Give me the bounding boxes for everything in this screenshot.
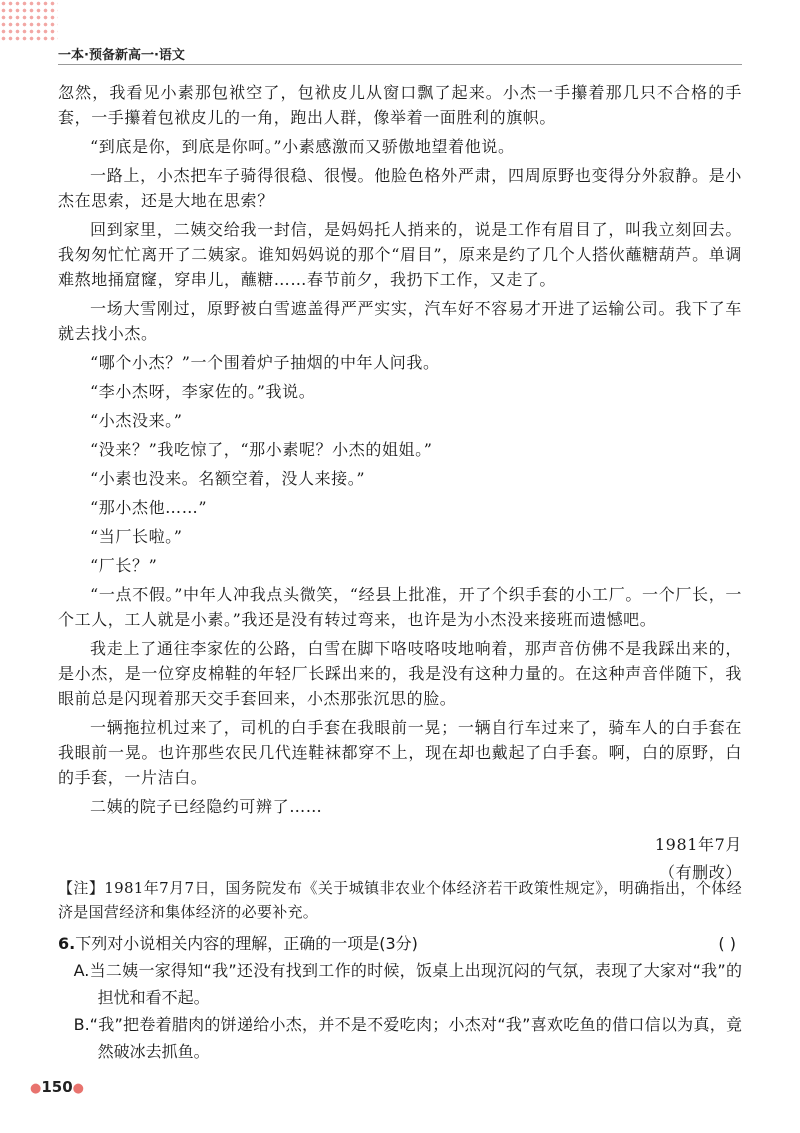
question-6 [58, 930, 742, 1065]
story-paragraph: 一路上，小杰把车子骑得很稳、很慢。他脸色格外严肃，四周原野也变得分外寂静。是小杰在思索，还是大地在思索？ [58, 166, 742, 210]
question-text: 下列对小说相关内容的理解，正确的一项是(3分) [75, 934, 418, 953]
answer-blank: ( ) [718, 934, 736, 953]
story-paragraph: 二姨的院子已经隐约可辨了…… [90, 797, 323, 816]
story-text [58, 80, 742, 887]
page-number-value: 150 [41, 1078, 73, 1096]
story-paragraph: “小素也没来。名额空着，没人来接。” [90, 469, 366, 488]
bullet-icon: ● [72, 1081, 84, 1096]
story-paragraph: “那小杰他……” [90, 498, 208, 517]
option-b: B.“我”把卷着腊肉的饼递给小杰，并不是不爱吃肉；小杰对“我”喜欢吃鱼的借口信以为真，竟然破冰去抓鱼。 [73, 1015, 742, 1061]
footnote: 【注】1981年7月7日，国务院发布《关于城镇非农业个体经济若干政策性规定》，明确指出，个体经济是国营经济和集体经济的必要补充。 [58, 879, 742, 921]
story-paragraph: 回到家里，二姨交给我一封信，是妈妈托人捎来的，说是工作有眉目了，叫我立刻回去。我匆匆忙忙离开了二姨家。谁知妈妈说的那个“眉目”，原来是约了几个人搭伙蘸糖葫芦。单调难熬地捅窟窿，穿串儿，蘸糖……春节前夕，我扔下工作，又走了。 [58, 220, 742, 289]
story-paragraph: “当厂长啦。” [90, 527, 183, 546]
story-paragraph: “一点不假。”中年人冲我点头微笑，“经县上批准，开了个织手套的小工厂。一个厂长，一个工人，工人就是小素。”我还是没有转过弯来，也许是为小杰没来接班而遗憾吧。 [58, 585, 742, 629]
story-date: 1981年7月 [654, 835, 742, 854]
story-paragraph: “小杰没来。” [90, 411, 183, 430]
question-stem-row [58, 930, 742, 957]
question-stem [58, 930, 418, 957]
story-paragraph: “哪个小杰？”一个围着炉子抽烟的中年人问我。 [90, 353, 440, 372]
story-paragraph: 我走上了通往李家佐的公路，白雪在脚下咯吱咯吱地响着，那声音仿佛不是我踩出来的，是小杰，是一位穿皮棉鞋的年轻厂长踩出来的，我是没有这种力量的。在这种声音伴随下，我眼前总是闪现着那天交手套回来，小杰那张沉思的脸。 [58, 639, 742, 708]
story-paragraph: “到底是你，到底是你呵。”小素感激而又骄傲地望着他说。 [90, 137, 515, 156]
story-paragraph: “李小杰呀，李家佐的。”我说。 [90, 382, 316, 401]
header-rule [58, 64, 742, 65]
option-a: A.当二姨一家得知“我”还没有找到工作的时候，饭桌上出现沉闷的气氛，表现了大家对“我”的担忧和看不起。 [73, 961, 742, 1007]
running-head: 一本·预备新高一·语文 [58, 48, 185, 63]
bullet-icon: ● [30, 1081, 42, 1096]
story-paragraph: 忽然，我看见小素那包袱空了，包袱皮儿从窗口飘了起来。小杰一手攥着那几只不合格的手套，一手攥着包袱皮儿的一角，跑出人群，像举着一面胜利的旗帜。 [58, 83, 742, 127]
story-paragraph: 一场大雪刚过，原野被白雪遮盖得严严实实，汽车好不容易才开进了运输公司。我下了车就去找小杰。 [58, 299, 742, 343]
story-paragraph: “没来？”我吃惊了，“那小素呢？小杰的姐姐。” [90, 440, 433, 459]
story-paragraph: “厂长？” [90, 556, 158, 575]
page-number [30, 1078, 84, 1096]
decorative-dot-pattern [0, 0, 58, 42]
revision-note: （有删改） [658, 863, 742, 882]
question-number: 6. [58, 934, 76, 953]
story-paragraph: 一辆拖拉机过来了，司机的白手套在我眼前一晃；一辆自行车过来了，骑车人的白手套在我眼前一晃。也许那些农民几代连鞋袜都穿不上，现在却也戴起了白手套。啊，白的原野，白的手套，一片洁白。 [58, 718, 742, 787]
